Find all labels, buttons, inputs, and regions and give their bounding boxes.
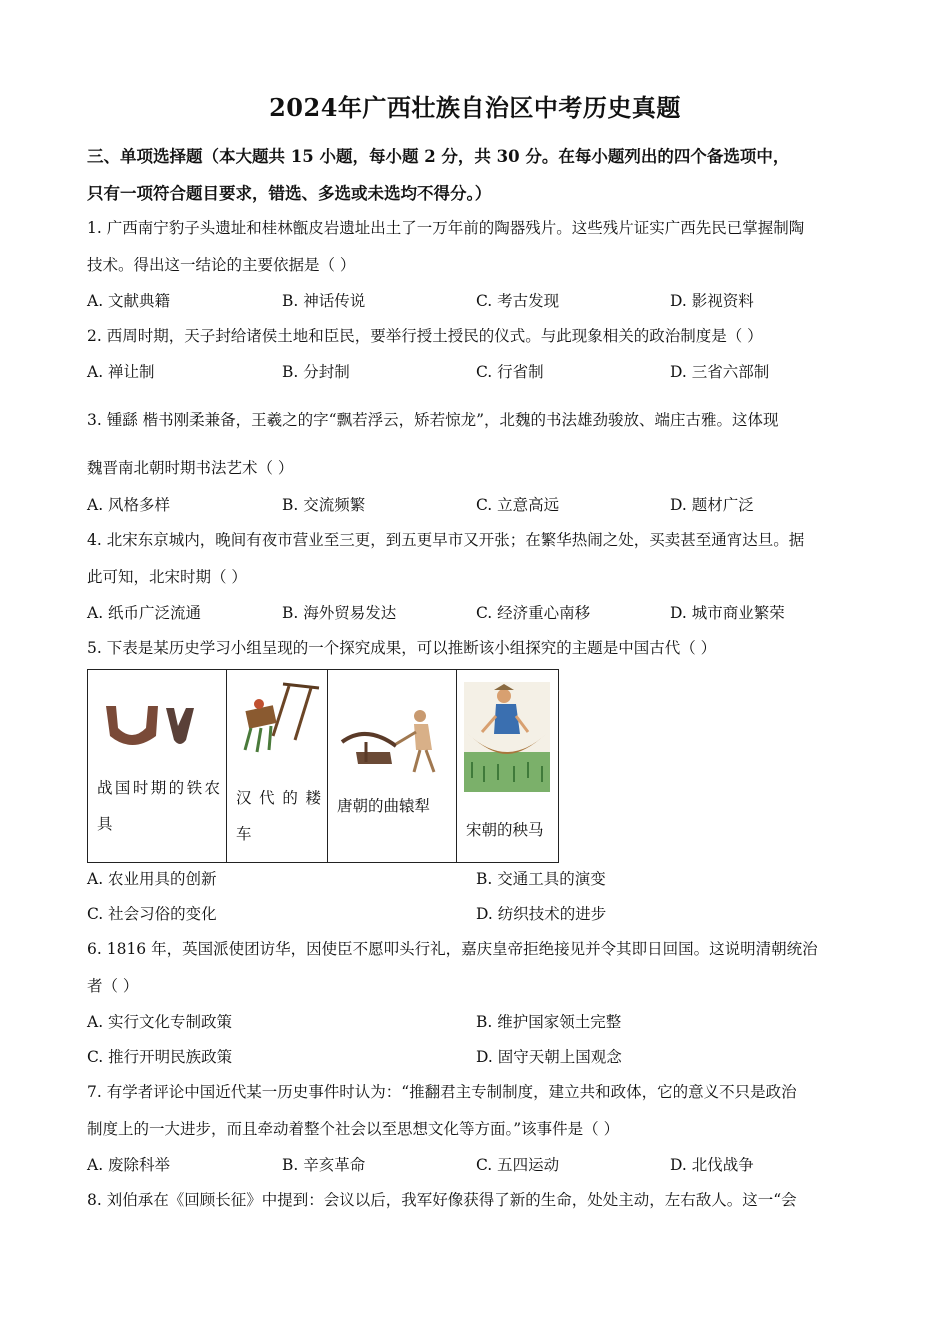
- section-heading-line-1: 三、单项选择题（本大题共 15 小题，每小题 2 分，共 30 分。在每小题列出的四个备选项中，: [87, 147, 790, 166]
- q5-caption-2-line-1: 汉 代 的 耧: [236, 789, 321, 807]
- q6-option-b[interactable]: B. 维护国家领土完整: [476, 1013, 622, 1031]
- q3-stem-line-2: 魏晋南北朝时期书法艺术（ ）: [87, 459, 294, 477]
- q7-option-a[interactable]: A. 废除科举: [87, 1156, 171, 1174]
- q2-option-b[interactable]: B. 分封制: [282, 363, 350, 381]
- q5-table-cell-3: [328, 670, 457, 863]
- q7-option-b[interactable]: B. 辛亥革命: [282, 1156, 366, 1174]
- q1-option-d[interactable]: D. 影视资料: [670, 292, 754, 310]
- q4-stem-line-2: 此可知，北宋时期（ ）: [87, 568, 247, 586]
- q2-option-c[interactable]: C. 行省制: [476, 363, 544, 381]
- q5-option-c[interactable]: C. 社会习俗的变化: [87, 905, 217, 923]
- q7-option-d[interactable]: D. 北伐战争: [670, 1156, 754, 1174]
- q2-option-a[interactable]: A. 禅让制: [87, 363, 155, 381]
- q6-option-c[interactable]: C. 推行开明民族政策: [87, 1048, 233, 1066]
- q3-stem-line-1: 3. 锺繇 楷书刚柔兼备，王羲之的字“飘若浮云，矫若惊龙”，北魏的书法雄劲骏放、端庄古雅。这体现: [87, 411, 779, 429]
- q1-stem-line-2: 技术。得出这一结论的主要依据是（ ）: [87, 256, 356, 274]
- q5-table: [87, 669, 559, 863]
- seed-drill-icon: [233, 678, 323, 758]
- q3-option-c[interactable]: C. 立意高远: [476, 496, 560, 514]
- q5-caption-4-line-1: 宋朝的秧马: [466, 821, 544, 839]
- rice-seedling-horse-icon: [464, 682, 550, 792]
- q2-stem-line-1: 2. 西周时期，天子封给诸侯土地和臣民，要举行授土授民的仪式。与此现象相关的政治制度是（ ）: [87, 327, 763, 345]
- q7-option-c[interactable]: C. 五四运动: [476, 1156, 560, 1174]
- q8-stem-line-1: 8. 刘伯承在《回顾长征》中提到：会议以后，我军好像获得了新的生命，处处主动，左右敌人。这一“会: [87, 1191, 797, 1209]
- q4-option-b[interactable]: B. 海外贸易发达: [282, 604, 397, 622]
- q4-option-c[interactable]: C. 经济重心南移: [476, 604, 591, 622]
- q5-table-cell-2: [227, 670, 328, 863]
- q4-option-d[interactable]: D. 城市商业繁荣: [670, 604, 785, 622]
- q4-option-a[interactable]: A. 纸币广泛流通: [87, 604, 202, 622]
- q3-option-b[interactable]: B. 交流频繁: [282, 496, 366, 514]
- q6-stem-line-2: 者（ ）: [87, 977, 139, 995]
- q5-caption-3-line-1: 唐朝的曲辕犁: [337, 797, 431, 815]
- q5-stem-line-1: 5. 下表是某历史学习小组呈现的一个探究成果，可以推断该小组探究的主题是中国古代（ ）: [87, 639, 717, 657]
- q3-option-a[interactable]: A. 风格多样: [87, 496, 171, 514]
- q5-caption-2-line-2: 车: [236, 825, 252, 843]
- q5-table-cell-1: [88, 670, 227, 863]
- q5-caption-1-line-2: 具: [97, 815, 113, 833]
- q6-stem-line-1: 6. 1816 年，英国派使团访华，因使臣不愿叩头行礼，嘉庆皇帝拒绝接见并令其即日回国。这说明清朝统治: [87, 940, 818, 958]
- q4-stem-line-1: 4. 北宋东京城内，晚间有夜市营业至三更，到五更早市又开张；在繁华热闹之处，买卖甚至通宵达旦。据: [87, 531, 805, 549]
- q6-option-d[interactable]: D. 固守天朝上国观念: [476, 1048, 622, 1066]
- q3-option-d[interactable]: D. 题材广泛: [670, 496, 754, 514]
- q2-option-d[interactable]: D. 三省六部制: [670, 363, 770, 381]
- iron-farm-tools-icon: [102, 700, 202, 750]
- curved-plough-icon: [336, 702, 446, 782]
- q5-caption-1-line-1: 战国时期的铁农: [97, 779, 220, 797]
- page-title: 2024年广西壮族自治区中考历史真题: [269, 93, 681, 122]
- q1-option-a[interactable]: A. 文献典籍: [87, 292, 171, 310]
- q1-option-b[interactable]: B. 神话传说: [282, 292, 366, 310]
- section-heading-line-2: 只有一项符合题目要求，错选、多选或未选均不得分。）: [87, 184, 492, 203]
- q5-option-a[interactable]: A. 农业用具的创新: [87, 870, 217, 888]
- q6-option-a[interactable]: A. 实行文化专制政策: [87, 1013, 233, 1031]
- q5-option-b[interactable]: B. 交通工具的演变: [476, 870, 606, 888]
- q7-stem-line-1: 7. 有学者评论中国近代某一历史事件时认为：“推翻君主专制制度，建立共和政体，它的意义不只是政治: [87, 1083, 797, 1101]
- q5-option-d[interactable]: D. 纺织技术的进步: [476, 905, 607, 923]
- q1-stem-line-1: 1. 广西南宁豹子头遗址和桂林甑皮岩遗址出土了一万年前的陶器残片。这些残片证实广西先民已掌握制陶: [87, 219, 805, 237]
- q5-table-cell-4: [457, 670, 559, 863]
- q1-option-c[interactable]: C. 考古发现: [476, 292, 560, 310]
- q7-stem-line-2: 制度上的一大进步，而且牵动着整个社会以至思想文化等方面。”该事件是（ ）: [87, 1120, 620, 1138]
